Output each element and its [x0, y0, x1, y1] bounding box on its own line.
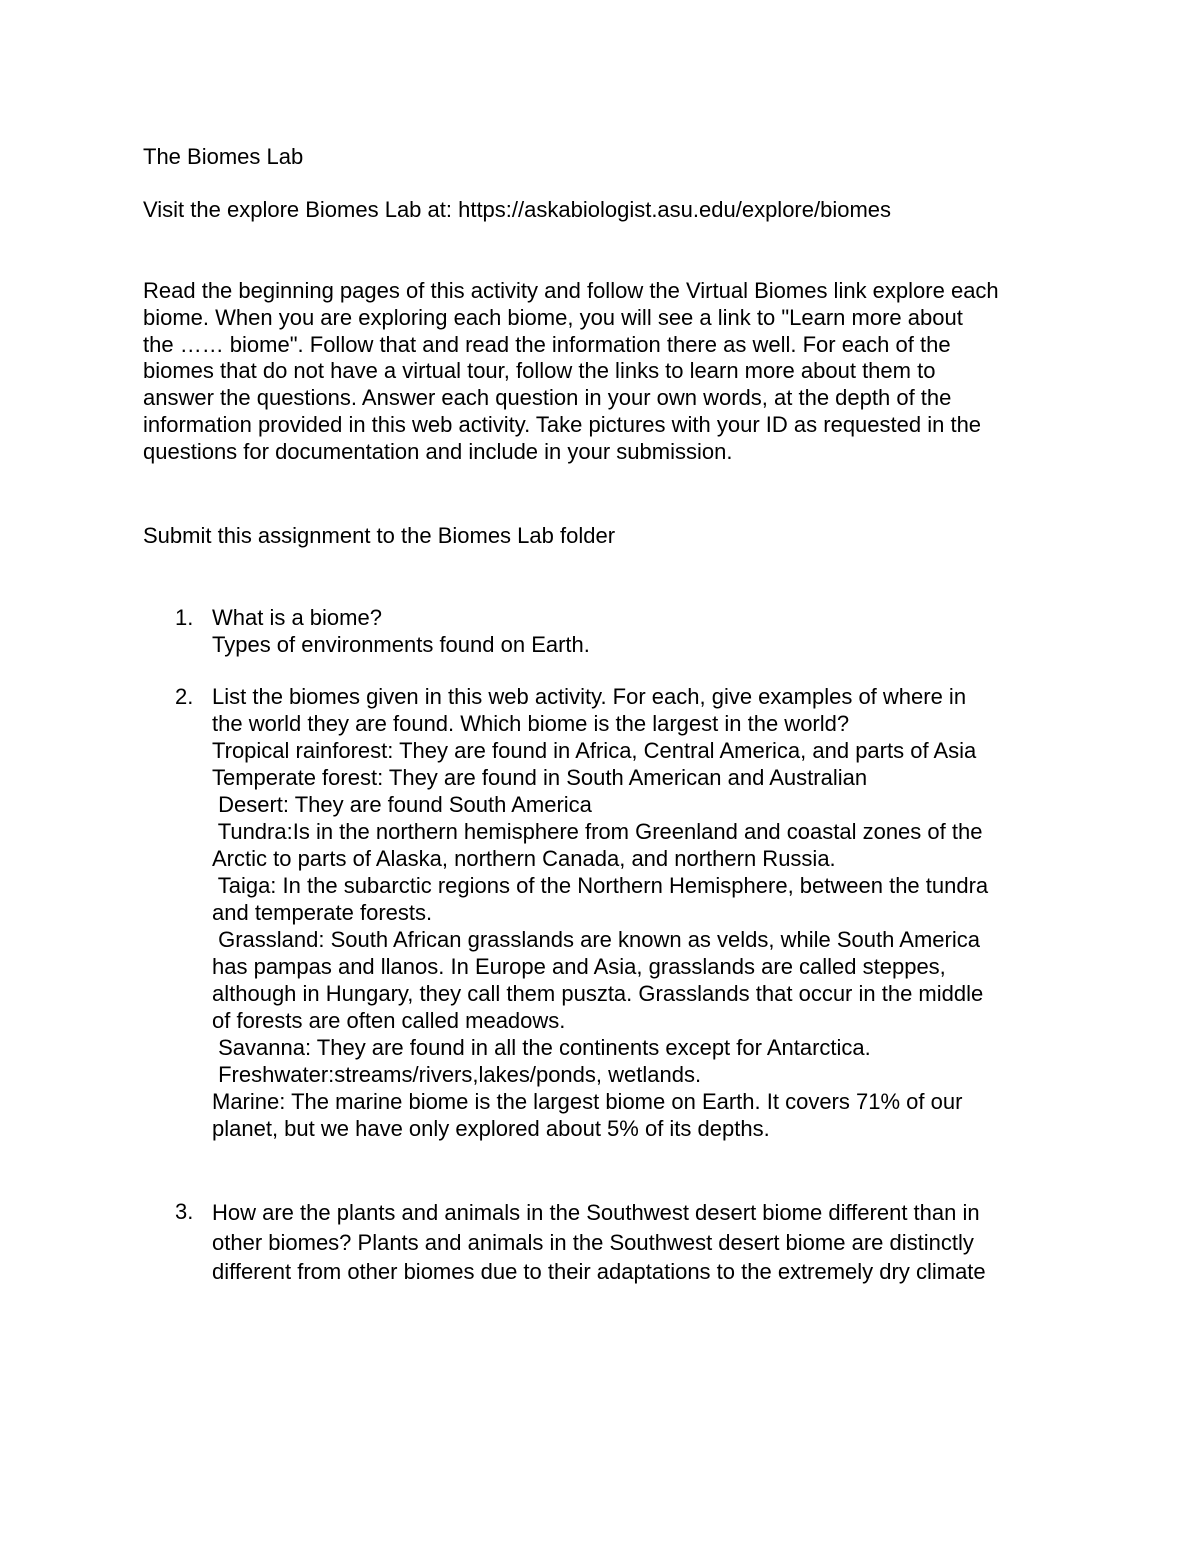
answer-line: has pampas and llanos. In Europe and Asia, grasslands are called steppes, [212, 954, 946, 979]
submit-line: Submit this assignment to the Biomes Lab folder [143, 523, 616, 548]
answer-line: of forests are often called meadows. [212, 1008, 566, 1033]
instructions-line: information provided in this web activity. Take pictures with your ID as requested in the [143, 411, 982, 437]
answer-line: planet, but we have only explored about 5% of its depths. [212, 1116, 770, 1141]
question-number: 1. [175, 605, 194, 630]
instructions-line: biomes that do not have a virtual tour, follow the links to learn more about them to [143, 358, 936, 384]
question-line: What is a biome? [212, 605, 382, 630]
question-line: List the biomes given in this web activity. For each, give examples of where in [212, 684, 967, 709]
visit-line: Visit the explore Biomes Lab at: https://askabiologist.asu.edu/explore/biomes [143, 197, 892, 222]
question-number: 3. [175, 1199, 194, 1224]
question-line: How are the plants and animals in the Southwest desert biome different than in [212, 1200, 980, 1225]
instructions-line: biome. When you are exploring each biome, you will see a link to "Learn more about [143, 304, 963, 330]
answer-line: Temperate forest: They are found in South American and Australian [212, 765, 868, 790]
answer-line: Tundra:Is in the northern hemisphere from Greenland and coastal zones of the [212, 819, 983, 844]
question-1 [212, 604, 1072, 658]
document-title: The Biomes Lab [143, 144, 304, 169]
instructions-paragraph [143, 278, 1073, 466]
answer-line: Marine: The marine biome is the largest biome on Earth. It covers 71% of our [212, 1089, 963, 1114]
question-line: other biomes? Plants and animals in the Southwest desert biome are distinctly [212, 1229, 974, 1255]
answer-line: Types of environments found on Earth. [212, 632, 590, 657]
answer-line: Desert: They are found South America [212, 792, 592, 817]
question-line: the world they are found. Which biome is the largest in the world? [212, 711, 850, 736]
instructions-line: answer the questions. Answer each question in your own words, at the depth of the [143, 385, 952, 411]
answer-line: different from other biomes due to their adaptations to the extremely dry climate [212, 1259, 986, 1284]
instructions-line: the …… biome". Follow that and read the information there as well. For each of the [143, 331, 951, 357]
answer-line: Grassland: South African grasslands are known as velds, while South America [212, 927, 980, 952]
answer-line: Freshwater:streams/rivers,lakes/ponds, wetlands. [212, 1062, 702, 1087]
answer-line: Taiga: In the subarctic regions of the Northern Hemisphere, between the tundra [212, 873, 989, 898]
question-number: 2. [175, 684, 194, 709]
instructions-line: Read the beginning pages of this activity and follow the Virtual Biomes link explore each [143, 278, 999, 303]
answer-line: and temperate forests. [212, 900, 433, 925]
answer-line: Tropical rainforest: They are found in Africa, Central America, and parts of Asia [212, 738, 977, 763]
answer-line: although in Hungary, they call them puszta. Grasslands that occur in the middle [212, 981, 984, 1006]
answer-line: Arctic to parts of Alaska, northern Canada, and northern Russia. [212, 846, 836, 871]
answer-line: Savanna: They are found in all the continents except for Antarctica. [212, 1035, 871, 1060]
question-2 [212, 683, 1072, 1142]
question-3 [212, 1198, 1072, 1287]
instructions-line: questions for documentation and include in your submission. [143, 438, 733, 464]
